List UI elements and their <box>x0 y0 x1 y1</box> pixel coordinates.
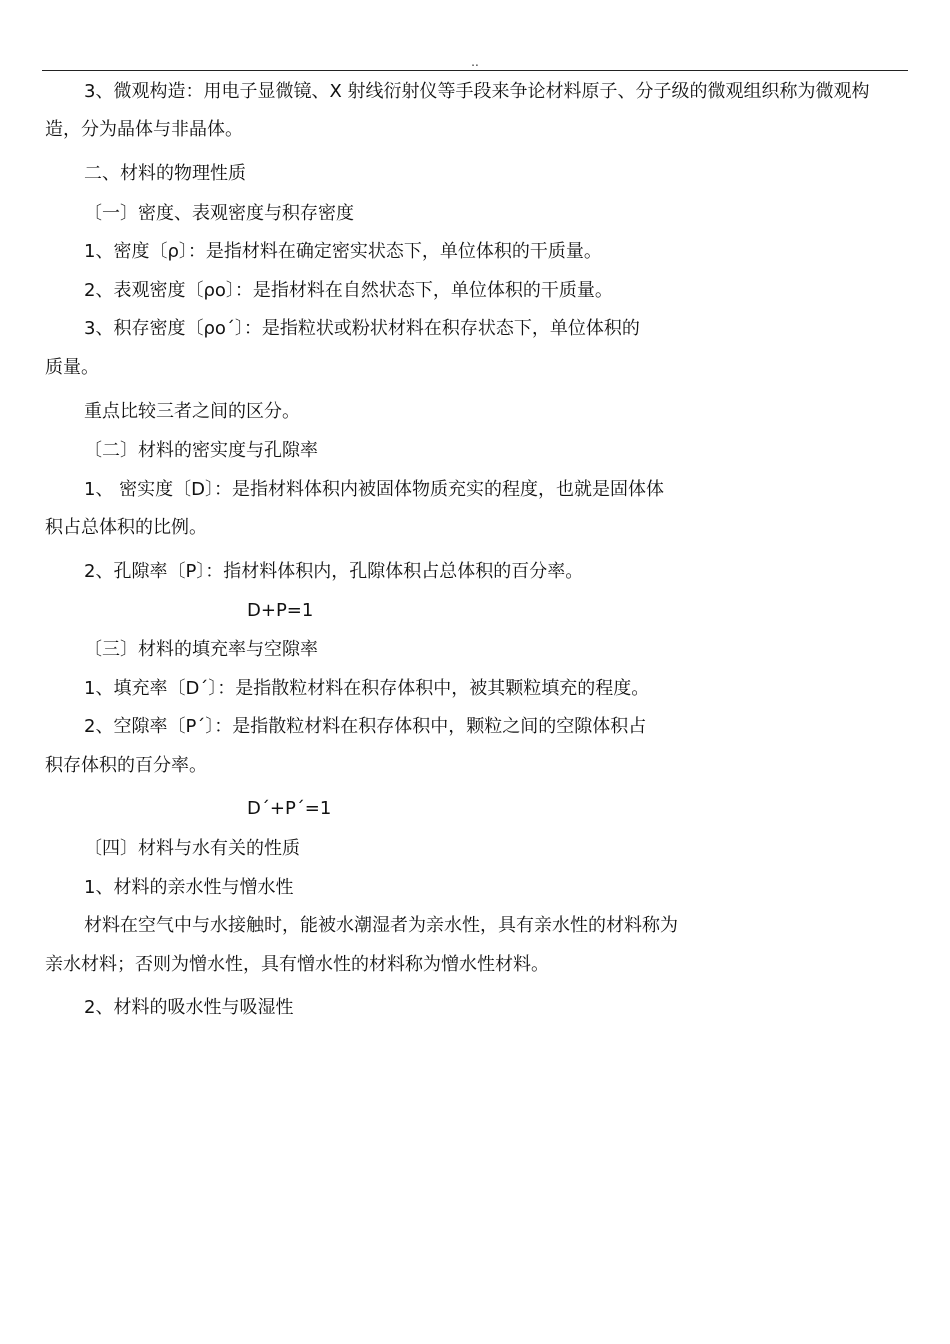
text-line-density: 1、密度〔ρ〕：是指材料在确定密实状态下，单位体积的干质量。 <box>84 241 602 262</box>
formula-d-prime-plus-p-prime: D´+P´=1 <box>247 798 332 819</box>
section-heading-physical: 二、材料的物理性质 <box>84 163 246 184</box>
text-line-microstructure: 3、微观构造：用电子显微镜、X 射线衍射仪等手段来争论材料原子、分子级的微观组织称为微观构 <box>84 81 870 102</box>
text-line-porosity: 2、孔隙率〔P〕：指材料体积内，孔隙体积占总体积的百分率。 <box>84 561 584 582</box>
subsection-heading-compactness: 〔二〕材料的密实度与孔隙率 <box>84 440 318 461</box>
text-line-hydrophilic-cont: 亲水材料；否则为憎水性，具有憎水性的材料称为憎水性材料。 <box>45 954 549 975</box>
text-line-bulk-density-cont: 质量。 <box>45 357 99 378</box>
text-line-compare: 重点比较三者之间的区分。 <box>84 401 300 422</box>
text-line-void-rate-cont: 积存体积的百分率。 <box>45 755 207 776</box>
text-line-filling-rate: 1、填充率〔D´〕：是指散粒材料在积存体积中，被其颗粒填充的程度。 <box>84 678 650 699</box>
text-line-apparent-density: 2、表观密度〔ρo〕：是指材料在自然状态下，单位体积的干质量。 <box>84 280 613 301</box>
header-mark: .. <box>471 55 479 69</box>
text-line-compactness: 1、 密实度〔D〕：是指材料体积内被固体物质充实的程度，也就是固体体 <box>84 479 665 500</box>
header-rule <box>42 70 908 71</box>
subsection-heading-density: 〔一〕密度、表观密度与积存密度 <box>84 203 354 224</box>
text-line-compactness-cont: 积占总体积的比例。 <box>45 517 207 538</box>
text-line-hydrophilic-heading: 1、材料的亲水性与憎水性 <box>84 877 294 898</box>
text-line-hydrophilic: 材料在空气中与水接触时，能被水潮湿者为亲水性，具有亲水性的材料称为 <box>84 915 678 936</box>
text-line-bulk-density: 3、积存密度〔ρo´〕：是指粒状或粉状材料在积存状态下，单位体积的 <box>84 318 640 339</box>
subsection-heading-water: 〔四〕材料与水有关的性质 <box>84 838 300 859</box>
text-line-void-rate: 2、空隙率〔P´〕：是指散粒材料在积存体积中，颗粒之间的空隙体积占 <box>84 716 647 737</box>
subsection-heading-filling: 〔三〕材料的填充率与空隙率 <box>84 639 318 660</box>
text-line-microstructure-cont: 造，分为晶体与非晶体。 <box>45 119 243 140</box>
formula-d-plus-p: D+P=1 <box>247 600 314 621</box>
text-line-water-absorption: 2、材料的吸水性与吸湿性 <box>84 997 294 1018</box>
